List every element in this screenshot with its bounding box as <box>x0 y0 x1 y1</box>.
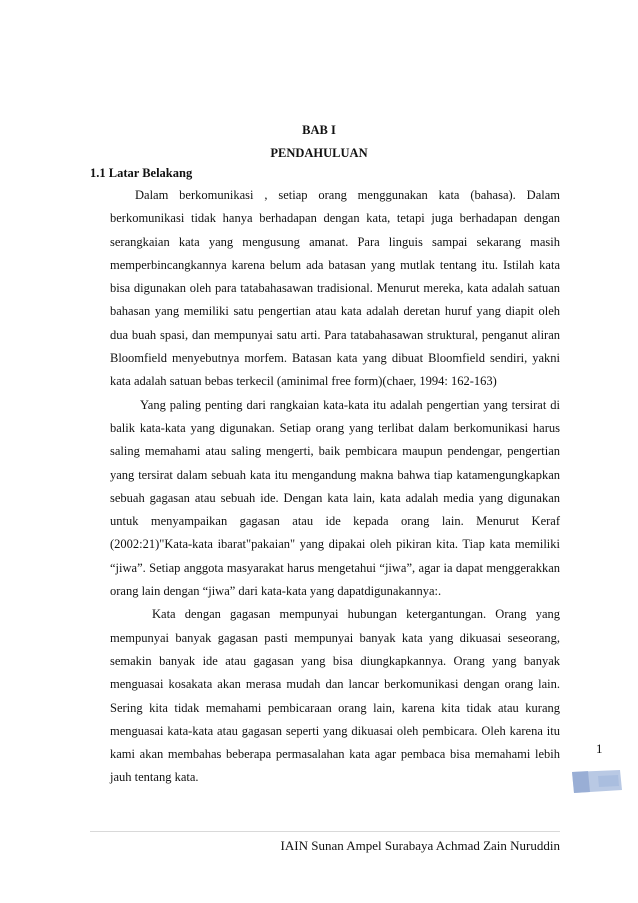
document-body <box>110 184 560 790</box>
footer-divider <box>90 831 560 832</box>
footer-text: IAIN Sunan Ampel Surabaya Achmad Zain Nuruddin <box>280 838 560 853</box>
chapter-number: BAB I <box>302 123 336 137</box>
paragraph-1: Dalam berkomunikasi , setiap orang menggunakan kata (bahasa). Dalam berkomunikasi tidak hanya berhadapan dengan kata, tetapi juga berhadapan dengan serangkaian kata yang mengusung amanat. Para linguis sampai sekarang masih memperbincangkannya karena belum ada batasan yang mutlak tentang itu. Istilah kata bisa digunakan oleh para tatabahasawan tradisional. Menurut mereka, kata adalah satuan bahasan yang memiliki satu pengertian atau kata adalah deretan huruf yang diapit oleh dua buah spasi, dan mempunyai satu arti. Para tatabahasawan struktural, penganut aliran Bloomfield menyebutnya morfem. Batasan kata yang dibuat Bloomfield sendiri, yakni kata adalah satuan bebas terkecil (aminimal free form)(chaer, 1994: 162-163) <box>110 188 560 389</box>
chapter-title: PENDAHULUAN <box>270 146 368 160</box>
page-number: 1 <box>596 741 603 756</box>
page-tab-decoration <box>568 768 624 795</box>
section-heading: 1.1 Latar Belakang <box>90 166 193 180</box>
paragraph-3: Kata dengan gagasan mempunyai hubungan ketergantungan. Orang yang mempunyai banyak gagasan pasti mempunyai banyak kata yang dikuasai seseorang, semakin banyak ide atau gagasan yang bisa diungkapkannya. Orang yang banyak menguasai kosakata akan merasa mudah dan lancar berkomunikasi dengan orang lain. Sering kita tidak memahami pembicaraan orang lain, karena kita tidak atau kurang menguasai kata-kata atau gagasan seperti yang dikuasai oleh pembicara. Oleh karena itu kami akan membahas beberapa permasalahan kata agar pembaca bisa memahami lebih jauh tentang kata. <box>110 607 560 785</box>
paragraph-2: Yang paling penting dari rangkaian kata-kata itu adalah pengertian yang tersirat di balik kata-kata yang digunakan. Setiap orang yang terlibat dalam berkomunikasi harus saling memahami atau saling mengerti, baik pembicara maupun pendengar, pengertian yang tersirat dalam sebuah kata itu mengandung makna bahwa tiap katamengungkapkan sebuah gagasan atau sebuah ide. Dengan kata lain, kata adalah media yang digunakan untuk menyampaikan gagasan atau ide kepada orang lain. Menurut Keraf (2002:21)"Kata-kata ibarat"pakaian" yang dipakai oleh pikiran kita. Tiap kata memiliki “jiwa”. Setiap anggota masyarakat harus mengetahui “jiwa”, agar ia dapat menggerakkan orang lain dengan “jiwa” dari kata-kata yang dapatdigunakannya:. <box>110 397 560 599</box>
